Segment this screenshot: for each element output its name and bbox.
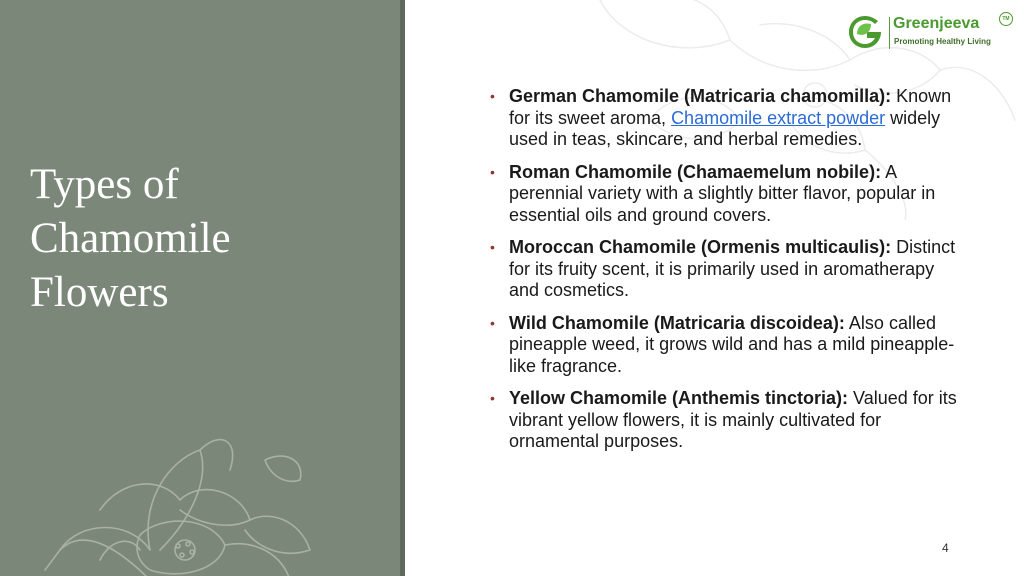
flower-illustration-icon — [40, 420, 340, 576]
bullet-icon: • — [490, 239, 495, 255]
bullet-text: Distinct for its fruity scent, it is primarily used in aromatherapy and cosmetics. — [509, 237, 956, 300]
bullet-heading: Moroccan Chamomile (Ormenis multicaulis): — [509, 237, 892, 257]
slide-title: Types of Chamomile Flowers — [30, 161, 231, 316]
list-item-yellow — [490, 388, 960, 453]
list-item-moroccan — [490, 237, 960, 302]
brand-name: Greenjeeva — [893, 15, 980, 32]
list-item-german — [490, 86, 960, 151]
chamomile-extract-link[interactable]: Chamomile extract powder — [671, 107, 886, 128]
bullet-text-after: widely used in teas, skincare, and herbal remedies. — [509, 107, 941, 149]
list-item-roman — [490, 162, 960, 227]
bullet-icon: • — [490, 88, 495, 104]
leaf-logo-icon — [845, 12, 885, 52]
list-item-wild — [490, 313, 960, 378]
bullet-heading: German Chamomile (Matricaria chamomilla): — [509, 86, 892, 106]
title-panel — [0, 0, 400, 576]
bullet-text: Also called pineapple weed, it grows wild and has a mild pineapple-like fragrance. — [509, 312, 955, 376]
page-number: 4 — [942, 541, 949, 555]
bullet-text: A perennial variety with a slightly bitter flavor, popular in essential oils and ground covers. — [509, 161, 936, 225]
bullet-heading: Wild Chamomile (Matricaria discoidea): — [509, 312, 845, 333]
chamomile-types-list — [490, 86, 960, 464]
bullet-heading: Yellow Chamomile (Anthemis tinctoria): — [509, 388, 849, 408]
panel-divider — [400, 0, 405, 576]
bullet-icon: • — [490, 314, 495, 331]
bullet-heading: Roman Chamomile (Chamaemelum nobile): — [509, 161, 882, 182]
trademark-badge: TM — [999, 12, 1013, 26]
bullet-icon: • — [490, 390, 495, 406]
bullet-text: Known for its sweet aroma, — [509, 86, 952, 128]
brand-tagline: Promoting Healthy Living — [894, 37, 991, 46]
brand-logo — [845, 12, 1015, 54]
bullet-icon: • — [490, 163, 495, 180]
bullet-text: Valued for its vibrant yellow flowers, it is mainly cultivated for ornamental purposes. — [509, 388, 957, 451]
logo-separator — [889, 17, 890, 49]
